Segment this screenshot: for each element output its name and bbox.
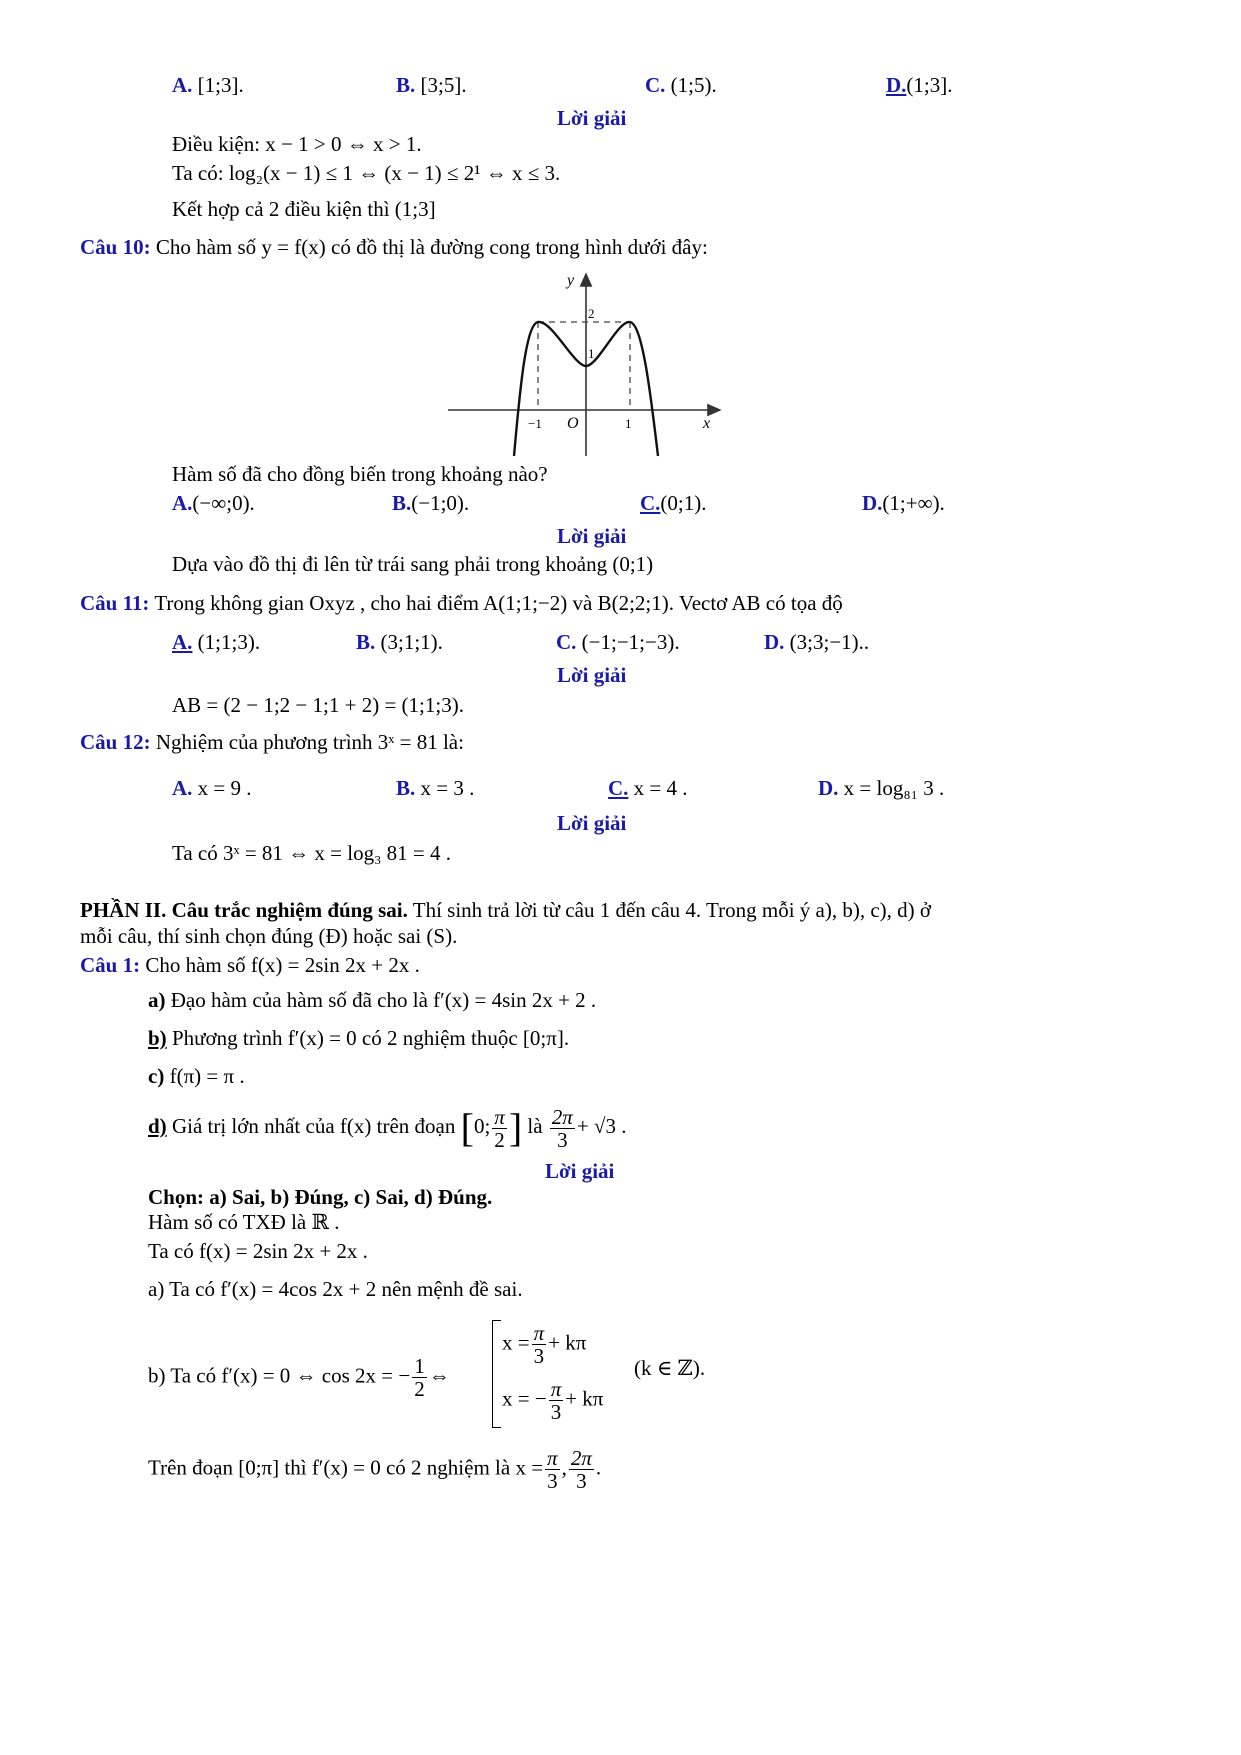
origin-label: O xyxy=(567,415,579,432)
chosen-answers: Chọn: a) Sai, b) Đúng, c) Sai, d) Đúng. xyxy=(148,1185,493,1209)
q9-solution-line-3: Kết hợp cả 2 điều kiện thì (1;3] xyxy=(172,197,436,221)
q9-option-d[interactable]: D.(1;3]. xyxy=(886,73,953,97)
q11-option-d[interactable]: D. (3;3;−1).. xyxy=(764,630,870,654)
solution-domain: Hàm số có TXĐ là ℝ . xyxy=(148,1210,340,1234)
part2-heading-line-2: mỗi câu, thí sinh chọn đúng (Đ) hoặc sai (S). xyxy=(80,924,458,948)
q9-solution-line-1: Điều kiện: x − 1 > 0 ⇔ x > 1. xyxy=(172,132,422,156)
solution-b-case-1: x = $\frac{\pi}{3}$ + kπ xyxy=(502,1321,587,1368)
solution-b-case-2: x = − $\frac{\pi}{3}$ + kπ xyxy=(502,1377,604,1424)
q10-solution: Dựa vào đồ thị đi lên từ trái sang phải trong khoảng (0;1) xyxy=(172,552,654,576)
q11-solution-label: Lời giải xyxy=(557,663,627,687)
q9-option-a[interactable]: A. [1;3]. xyxy=(172,73,244,97)
q12-option-d[interactable]: D. x = log₈₁ 3 . xyxy=(818,776,945,800)
q10-solution-label: Lời giải xyxy=(557,524,627,548)
solution-function: Ta có f(x) = 2sin 2x + 2x . xyxy=(148,1239,368,1263)
solution-b-conclusion: Trên đoạn [0;π] thì f′(x) = 0 có 2 nghiệm là x = $\frac{\pi}{3}$ , $\frac{2\pi}{3}$ . xyxy=(148,1446,602,1493)
y-axis-label: y xyxy=(567,272,575,289)
q12-solution-label: Lời giải xyxy=(557,811,627,835)
q10-function-graph xyxy=(440,268,730,458)
part2-q1-prompt: Câu 1: Cho hàm số f(x) = 2sin 2x + 2x . xyxy=(80,953,420,977)
statement-b[interactable]: b) Phương trình f′(x) = 0 có 2 nghiệm thuộc [0;π]. xyxy=(148,1026,570,1050)
tick-x-1: 1 xyxy=(625,416,632,431)
q9-option-c[interactable]: C. (1;5). xyxy=(645,73,717,97)
solution-b-equation: b) Ta có f′(x) = 0 ⇔ cos 2x = − $\frac{1}{2}$ ⇔ xyxy=(148,1354,450,1401)
tick-y-2: 2 xyxy=(588,306,595,321)
statement-c[interactable]: c) f(π) = π . xyxy=(148,1064,245,1088)
q10-question: Hàm số đã cho đồng biến trong khoảng nào? xyxy=(172,462,548,486)
statement-d[interactable]: d) Giá trị lớn nhất của f(x) trên đoạn [0; $\frac{\pi}{2}$ ] là $\frac{2\pi}{3}$ + √3 . xyxy=(148,1104,627,1152)
q9-option-b[interactable]: B. [3;5]. xyxy=(396,73,467,97)
q12-prompt: Câu 12: Nghiệm của phương trình 3ˣ = 81 là: xyxy=(80,730,464,754)
q12-solution: Ta có 3ˣ = 81 ⇔ x = log₃ 81 = 4 . xyxy=(172,841,452,865)
q9-solution-line-2: Ta có: log₂(x − 1) ≤ 1 ⇔ (x − 1) ≤ 2¹ ⇔ x ≤ 3. xyxy=(172,161,561,185)
q10-option-c[interactable]: C.(0;1). xyxy=(640,491,707,515)
q11-prompt: Câu 11: Trong không gian Oxyz , cho hai điểm A(1;1;−2) và B(2;2;1). Vectơ AB có tọa độ xyxy=(80,591,843,615)
x-axis-label: x xyxy=(703,415,711,432)
q11-option-a[interactable]: A. (1;1;3). xyxy=(172,630,261,654)
solution-b-k-domain: (k ∈ ℤ). xyxy=(634,1356,706,1380)
q11-option-c[interactable]: C. (−1;−1;−3). xyxy=(556,630,680,654)
q12-option-c[interactable]: C. x = 4 . xyxy=(608,776,688,800)
q10-option-d[interactable]: D.(1;+∞). xyxy=(862,491,945,515)
q10-prompt: Câu 10: Cho hàm số y = f(x) có đồ thị là đường cong trong hình dưới đây: xyxy=(80,235,708,259)
q12-option-b[interactable]: B. x = 3 . xyxy=(396,776,475,800)
fraction-1-over-2: $\frac{1}{2}$ xyxy=(414,1354,425,1401)
tick-x-neg1: −1 xyxy=(528,416,542,431)
q11-option-b[interactable]: B. (3;1;1). xyxy=(356,630,443,654)
solution-a: a) Ta có f′(x) = 4cos 2x + 2 nên mệnh đề sai. xyxy=(148,1277,523,1301)
part2-solution-label: Lời giải xyxy=(545,1159,615,1183)
q10-option-b[interactable]: B.(−1;0). xyxy=(392,491,470,515)
statement-a[interactable]: a) Đạo hàm của hàm số đã cho là f′(x) = 4sin 2x + 2 . xyxy=(148,988,597,1012)
tick-y-1: 1 xyxy=(588,346,595,361)
fraction-pi-over-2: $\frac{\pi}{2}$ xyxy=(494,1104,505,1152)
solution-b-cases-bracket xyxy=(492,1320,501,1428)
q12-option-a[interactable]: A. x = 9 . xyxy=(172,776,252,800)
fraction-2pi-over-3: $\frac{2\pi}{3}$ xyxy=(551,1104,573,1152)
q10-option-a[interactable]: A.(−∞;0). xyxy=(172,491,255,515)
q11-solution: AB = (2 − 1;2 − 1;1 + 2) = (1;1;3). xyxy=(172,693,464,717)
part2-heading: PHẦN II. Câu trắc nghiệm đúng sai. Thí sinh trả lời từ câu 1 đến câu 4. Trong mỗi ý a), b), c), d) ở xyxy=(80,898,931,922)
q9-solution-label: Lời giải xyxy=(557,106,627,130)
